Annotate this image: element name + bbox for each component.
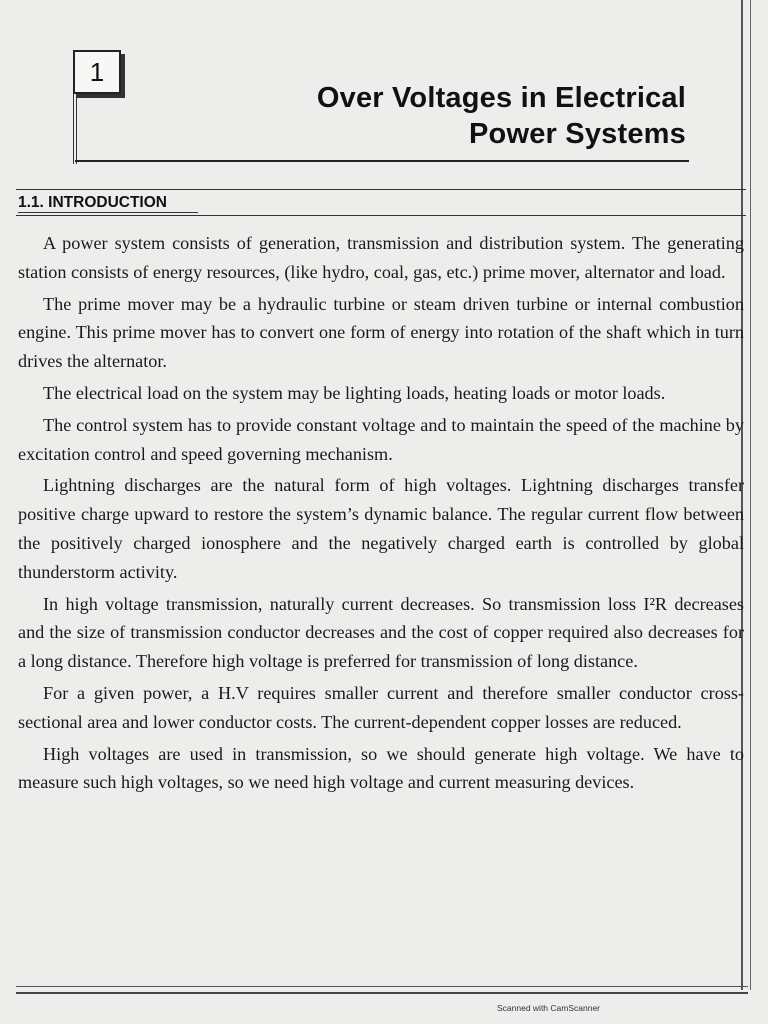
chapter-title-line-1: Over Voltages in Electrical [316,82,686,114]
chapter-number-box [73,50,121,94]
paragraph: A power system consists of generation, transmission and distribution system. The generating station consists of energy resources, (like hydro, coal, gas, etc.) prime mover, alternator and load. [18,233,744,282]
paragraph: For a given power, a H.V requires smaller current and therefore smaller conductor cross-sectional area and lower conductor costs. The current-dependent copper losses are reduced. [18,682,744,732]
paragraph: The prime mover may be a hydraulic turbine or steam driven turbine or internal combustion engine. This prime mover has to convert one form of energy into rotation of the shaft which in turn drives the alternator. [18,293,744,372]
section-rule-top [16,189,746,190]
paragraph: High voltages are used in transmission, so we should generate high voltage. We have to measure such high voltages, so we need high voltage and current measuring devices. [18,743,744,793]
chapter-flag-pole [73,94,77,164]
paragraph: The electrical load on the system may be lighting loads, heating loads or motor loads. [43,382,666,403]
paragraph: Lightning discharges are the natural form of high voltages. Lightning discharges transfer positive charge upward to restore the system’s dynamic balance. The regular current flow between the positively charged ionosphere and the negatively charged earth is controlled by global thunderstorm activity. [18,475,744,582]
chapter-title-line-2: Power Systems [469,118,686,150]
scanner-watermark: Scanned with CamScanner [497,1003,601,1013]
body-text [18,229,744,800]
page-border-bottom [16,986,748,994]
chapter-title [206,80,686,152]
paragraph: The control system has to provide constant voltage and to maintain the speed of the machine by excitation control and speed governing mechanism. [18,414,744,464]
title-rule [75,160,689,162]
paragraph: In high voltage transmission, naturally current decreases. So transmission loss I²R decreases and the size of transmission conductor decreases and the cost of copper required also decreases for a long distance. Therefore high voltage is preferred for transmission of long distance. [18,593,744,672]
section-heading-underline [18,212,198,213]
section-heading: 1.1. INTRODUCTION [18,194,167,211]
chapter-number: 1 [89,56,105,87]
section-rule-bottom [16,215,746,216]
